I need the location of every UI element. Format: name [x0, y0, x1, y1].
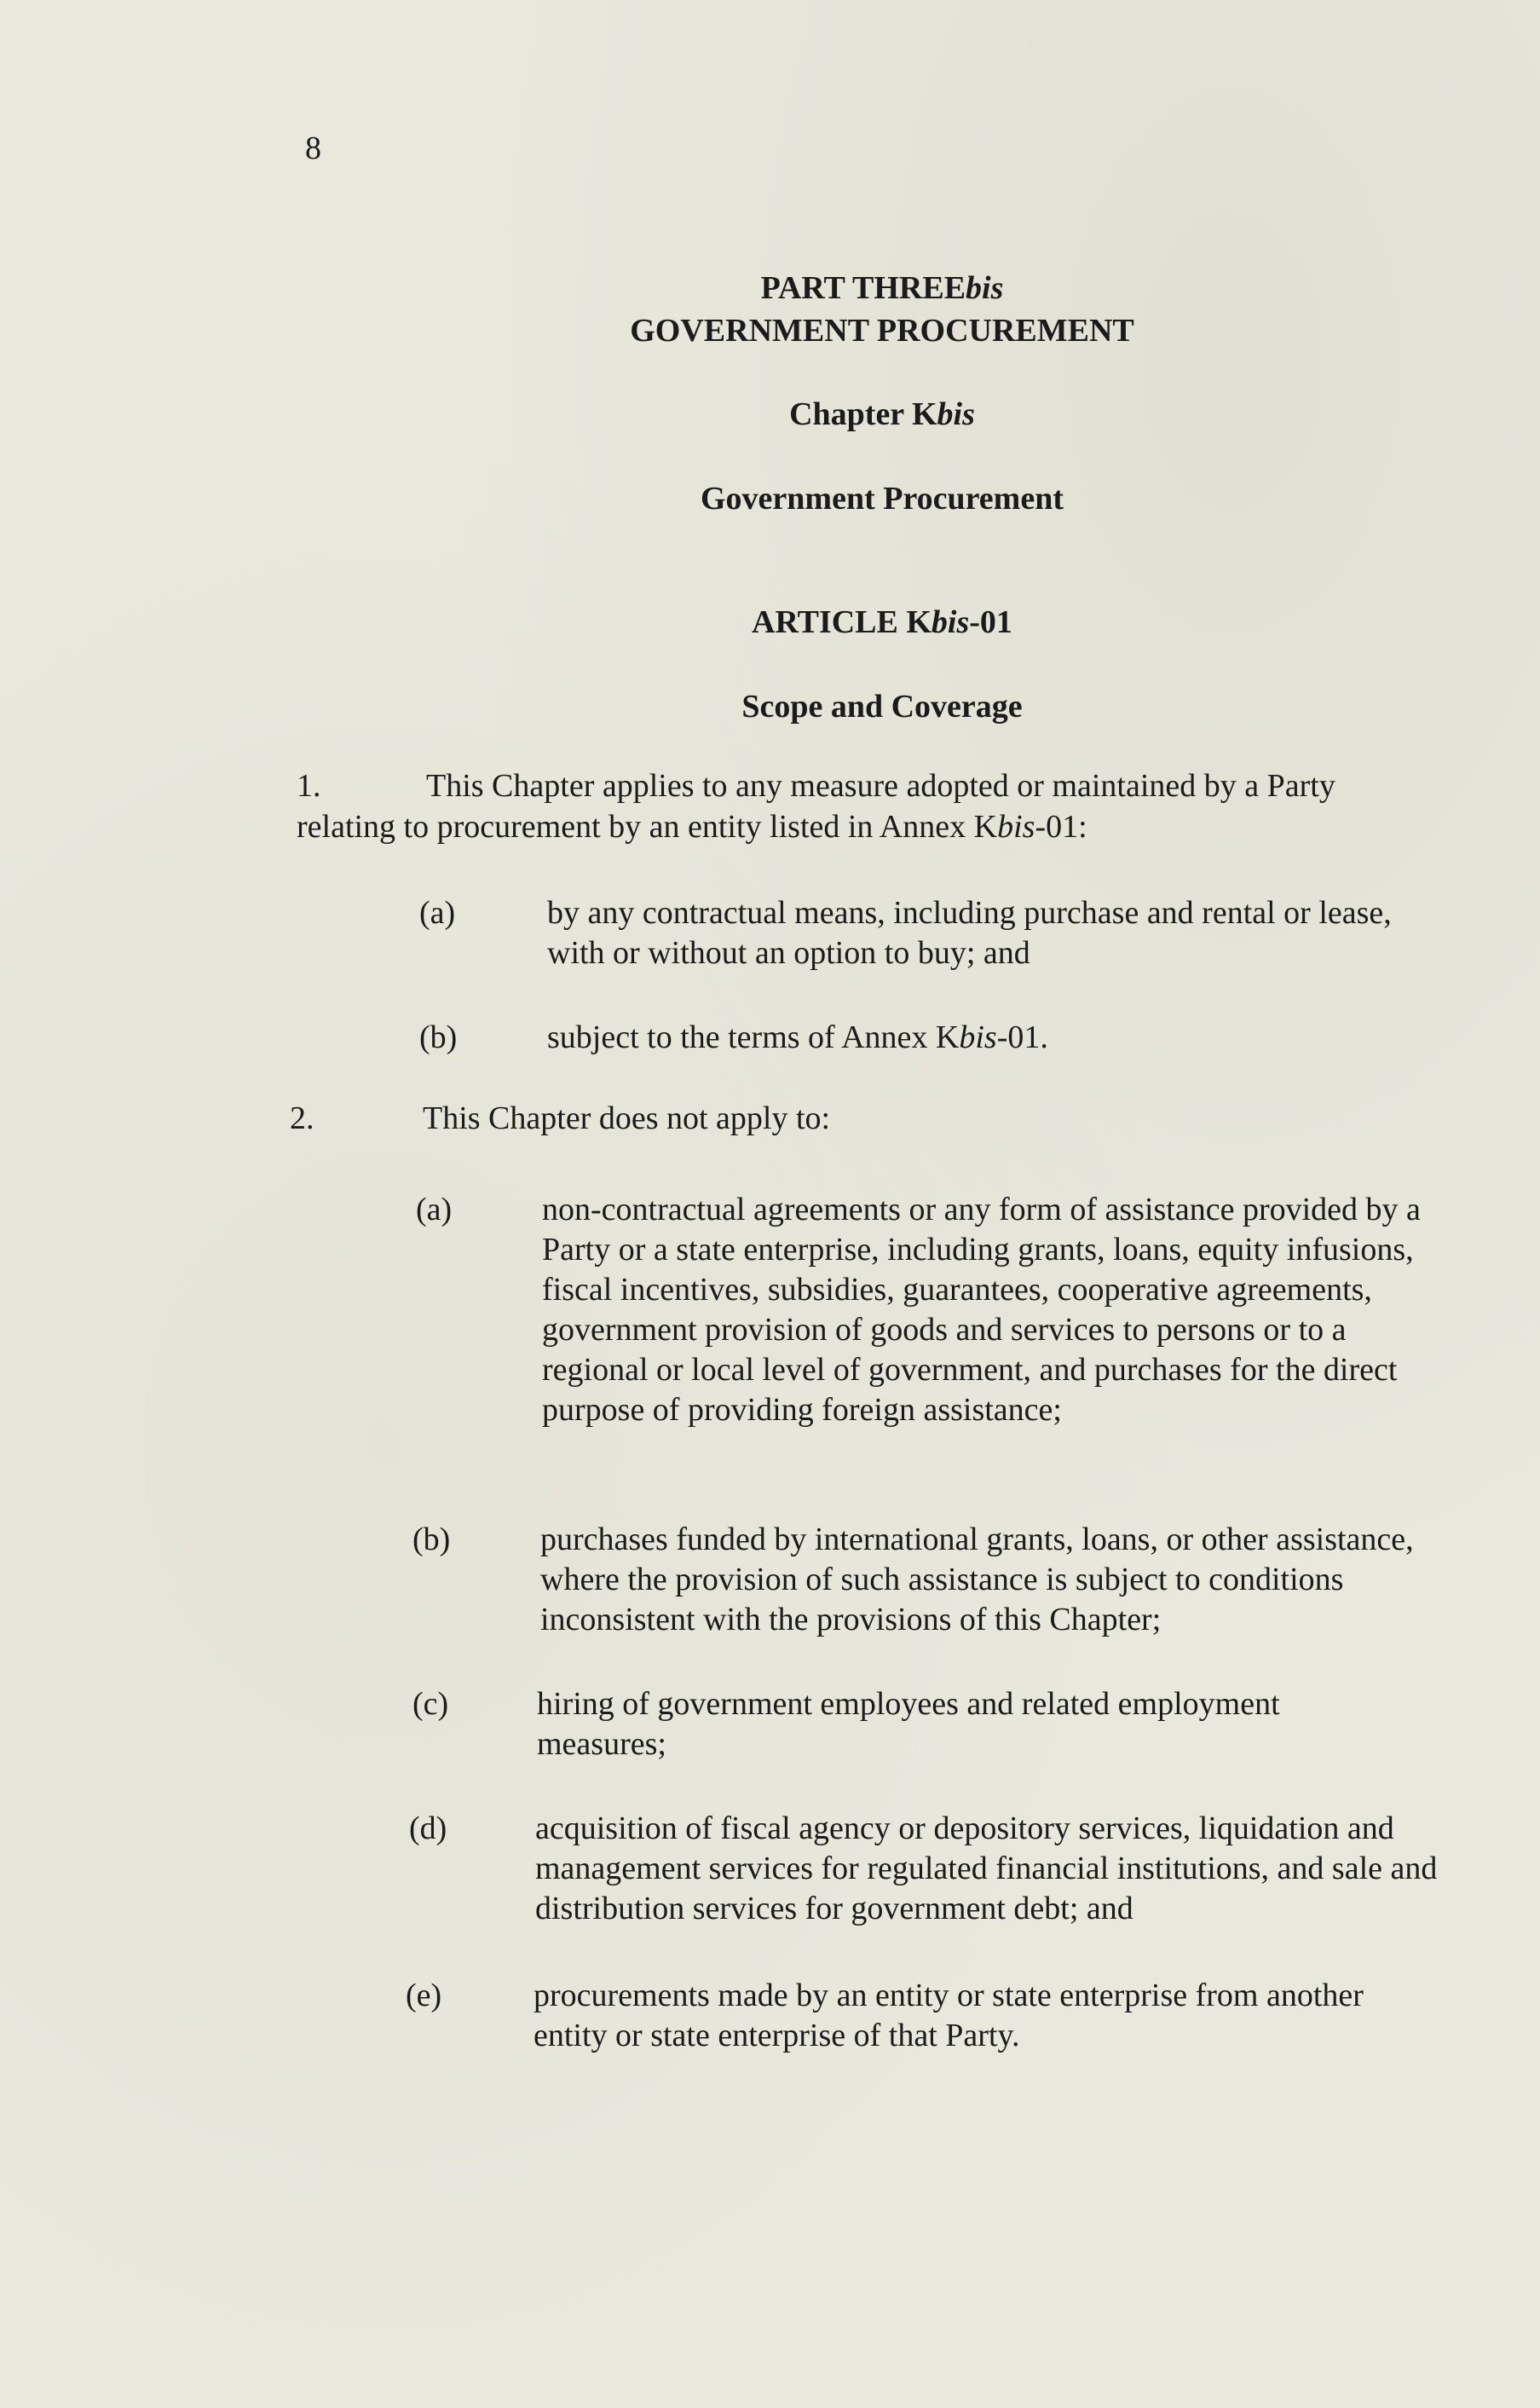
list-item-text: non-contractual agreements or any form of assistance provided by a Party or a state enterprise, including grants, loans, equity infusions, fiscal incentives, subsidies, guarantees, cooperative agreements, government provision of goods and services to persons or to a regional or local level of government, and purchases for the direct purpose of providing foreign assistance; — [542, 1192, 1421, 1428]
paragraph-2-number: 2. — [290, 1100, 314, 1136]
part-subtitle: GOVERNMENT PROCUREMENT — [630, 313, 1134, 349]
paragraph-1-line1: This Chapter applies to any measure adopted or maintained by a Party — [426, 768, 1335, 804]
article-suffix: -01 — [969, 604, 1012, 640]
chapter-suffix: bis — [937, 396, 975, 432]
list-item-text — [547, 1018, 1468, 1058]
part-title — [0, 268, 1540, 309]
chapter-heading — [0, 394, 1540, 435]
list-item-text-italic: bis — [959, 1019, 997, 1055]
list-item-label: (a) — [416, 1192, 453, 1227]
article-italic: bis — [931, 604, 970, 640]
article-prefix: ARTICLE K — [752, 604, 931, 640]
list-item-text: procurements made by an entity or state enterprise from another entity or state enterprise of that Party. — [534, 1978, 1364, 2053]
list-item-text: acquisition of fiscal agency or depository services, liquidation and management services for regulated financial institutions, and sale and distribution services for government debt; and — [535, 1810, 1438, 1926]
list-item-label: (b) — [412, 1522, 451, 1557]
article-title: Scope and Coverage — [741, 689, 1023, 725]
paragraph-1-line2a: relating to procurement by an entity listed in Annex K — [297, 809, 998, 845]
list-item-text-a: subject to the terms of Annex K — [547, 1019, 960, 1055]
chapter-prefix: Chapter K — [789, 396, 937, 432]
list-item-text-b: -01. — [996, 1019, 1048, 1055]
list-item-text: purchases funded by international grants, loans, or other assistance, where the provision of such assistance is subject to conditions inconsistent with the provisions of this Chapter; — [540, 1522, 1414, 1637]
paragraph-2-text: This Chapter does not apply to: — [423, 1100, 831, 1136]
list-item-label: (b) — [419, 1019, 458, 1055]
paragraph-1 — [297, 765, 1439, 847]
paragraph-1-line2b: -01: — [1035, 809, 1087, 845]
list-item-label: (d) — [409, 1810, 447, 1846]
list-item-label: (c) — [412, 1686, 449, 1722]
page-number: 8 — [305, 130, 321, 166]
part-title-suffix: bis — [966, 270, 1004, 306]
part-title-prefix: PART THREE — [760, 270, 966, 306]
list-item-label: (a) — [419, 895, 456, 931]
list-item-text: by any contractual means, including purchase and rental or lease, with or without an option to buy; and — [547, 895, 1392, 971]
list-item-text: hiring of government employees and related employment measures; — [537, 1686, 1280, 1762]
chapter-title: Government Procurement — [701, 481, 1064, 517]
list-item-label: (e) — [406, 1978, 442, 2013]
article-heading — [0, 602, 1540, 643]
paragraph-1-number: 1. — [297, 768, 321, 804]
paragraph-1-line2-italic: bis — [997, 809, 1035, 845]
paragraph-2 — [290, 1098, 830, 1139]
